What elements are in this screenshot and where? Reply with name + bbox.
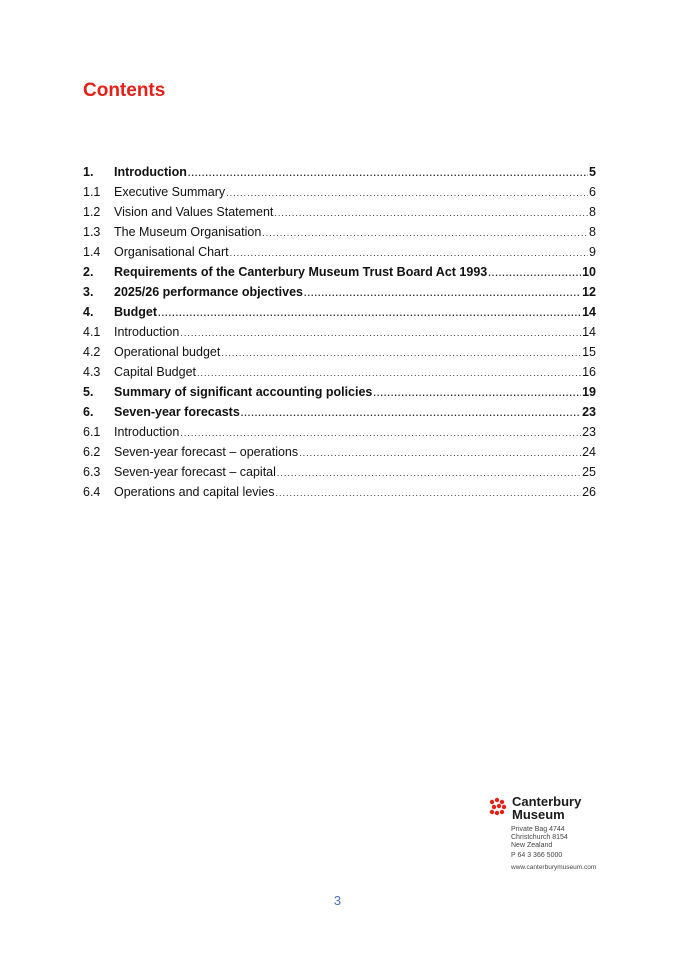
toc-entry-number: 6.	[83, 405, 94, 419]
toc-entry-page: 5	[589, 165, 596, 179]
toc-entry-page: 9	[589, 245, 596, 259]
dot-leader	[226, 188, 588, 198]
logo-wordmark	[512, 795, 602, 821]
toc-entry[interactable]	[83, 425, 596, 445]
toc-entry-label: Operational budget	[114, 345, 221, 359]
toc-entry[interactable]	[83, 345, 596, 365]
toc-entry[interactable]	[83, 265, 596, 285]
address-line: Private Bag 4744	[511, 826, 565, 833]
toc-entry[interactable]	[83, 205, 596, 225]
toc-entry-label: Executive Summary	[114, 185, 226, 199]
toc-entry[interactable]	[83, 405, 596, 425]
toc-entry-label: Requirements of the Canterbury Museum Trust Board Act 1993	[114, 265, 488, 279]
dot-leader	[299, 448, 581, 458]
toc-entry-page: 8	[589, 205, 596, 219]
toc-entry-label: Seven-year forecast – operations	[114, 445, 299, 459]
dot-leader	[197, 368, 581, 378]
toc-entry[interactable]	[83, 465, 596, 485]
toc-entry-number: 4.1	[83, 325, 101, 339]
toc-entry-number: 1.2	[83, 205, 101, 219]
toc-entry-label: 2025/26 performance objectives	[114, 285, 303, 299]
dot-leader	[188, 168, 588, 178]
toc-entry[interactable]	[83, 225, 596, 245]
dot-leader	[221, 348, 581, 358]
toc-entry-page: 19	[582, 385, 596, 399]
toc-entry-number: 1.	[83, 165, 94, 179]
toc-entry-label: Organisational Chart	[114, 245, 229, 259]
toc-entry-page: 23	[582, 405, 596, 419]
dot-leader	[277, 468, 581, 478]
toc-entry-number: 4.3	[83, 365, 101, 379]
dot-leader	[230, 248, 588, 258]
dot-leader	[180, 428, 581, 438]
dot-leader	[274, 208, 588, 218]
toc-entry-page: 14	[582, 325, 596, 339]
dot-leader	[241, 408, 581, 418]
toc-entry-page: 10	[582, 265, 596, 279]
toc-entry[interactable]	[83, 365, 596, 385]
toc-entry-page: 25	[582, 465, 596, 479]
dot-leader	[304, 288, 581, 298]
toc-entry-page: 12	[582, 285, 596, 299]
toc-entry-page: 8	[589, 225, 596, 239]
toc-entry-number: 6.1	[83, 425, 101, 439]
toc-entry[interactable]	[83, 285, 596, 305]
toc-entry-page: 23	[582, 425, 596, 439]
page-number: 3	[333, 893, 342, 908]
logo-line-2: Museum	[512, 807, 565, 822]
toc-entry-number: 4.2	[83, 345, 101, 359]
toc-entry-label: Vision and Values Statement	[114, 205, 274, 219]
phone-number: P 64 3 366 5000	[511, 852, 563, 859]
toc-entry[interactable]	[83, 385, 596, 405]
dot-leader	[158, 308, 581, 318]
postal-address	[511, 826, 568, 850]
address-line: New Zealand	[511, 842, 553, 849]
address-line: Christchurch 8154	[511, 834, 568, 841]
toc-entry-number: 6.4	[83, 485, 101, 499]
page-title: Contents	[83, 80, 166, 101]
dot-leader	[262, 228, 588, 238]
toc-entry-number: 1.3	[83, 225, 101, 239]
toc-entry[interactable]	[83, 165, 596, 185]
toc-entry-page: 6	[589, 185, 596, 199]
toc-entry[interactable]	[83, 185, 596, 205]
toc-entry-number: 6.3	[83, 465, 101, 479]
toc-entry[interactable]	[83, 445, 596, 465]
toc-entry-label: Introduction	[114, 325, 180, 339]
toc-entry-label: Introduction	[114, 165, 187, 179]
toc-entry-label: Introduction	[114, 425, 180, 439]
toc-entry-label: Summary of significant accounting policies	[114, 385, 373, 399]
toc-entry-page: 15	[582, 345, 596, 359]
table-of-contents	[83, 165, 596, 505]
toc-entry-label: Operations and capital levies	[114, 485, 275, 499]
toc-entry-number: 2.	[83, 265, 94, 279]
toc-entry-number: 1.4	[83, 245, 101, 259]
toc-entry-number: 3.	[83, 285, 94, 299]
toc-entry[interactable]	[83, 305, 596, 325]
toc-entry[interactable]	[83, 325, 596, 345]
website-link[interactable]: www.canterburymuseum.com	[511, 864, 597, 871]
toc-entry-page: 24	[582, 445, 596, 459]
toc-entry[interactable]	[83, 245, 596, 265]
dot-leader	[488, 268, 581, 278]
toc-entry-number: 6.2	[83, 445, 101, 459]
toc-entry-number: 5.	[83, 385, 94, 399]
toc-entry-page: 16	[582, 365, 596, 379]
logo-line-1: Canterbury	[512, 794, 582, 809]
toc-entry[interactable]	[83, 485, 596, 505]
toc-entry-label: Budget	[114, 305, 158, 319]
toc-entry-label: Capital Budget	[114, 365, 197, 379]
toc-entry-page: 14	[582, 305, 596, 319]
toc-entry-label: The Museum Organisation	[114, 225, 262, 239]
toc-entry-label: Seven-year forecast – capital	[114, 465, 276, 479]
toc-entry-number: 4.	[83, 305, 94, 319]
dot-leader	[276, 488, 582, 498]
dot-leader	[373, 388, 581, 398]
dot-leader	[180, 328, 581, 338]
dot-cluster-logo-icon	[489, 797, 509, 817]
toc-entry-page: 26	[582, 485, 596, 499]
toc-entry-number: 1.1	[83, 185, 101, 199]
toc-entry-label: Seven-year forecasts	[114, 405, 240, 419]
